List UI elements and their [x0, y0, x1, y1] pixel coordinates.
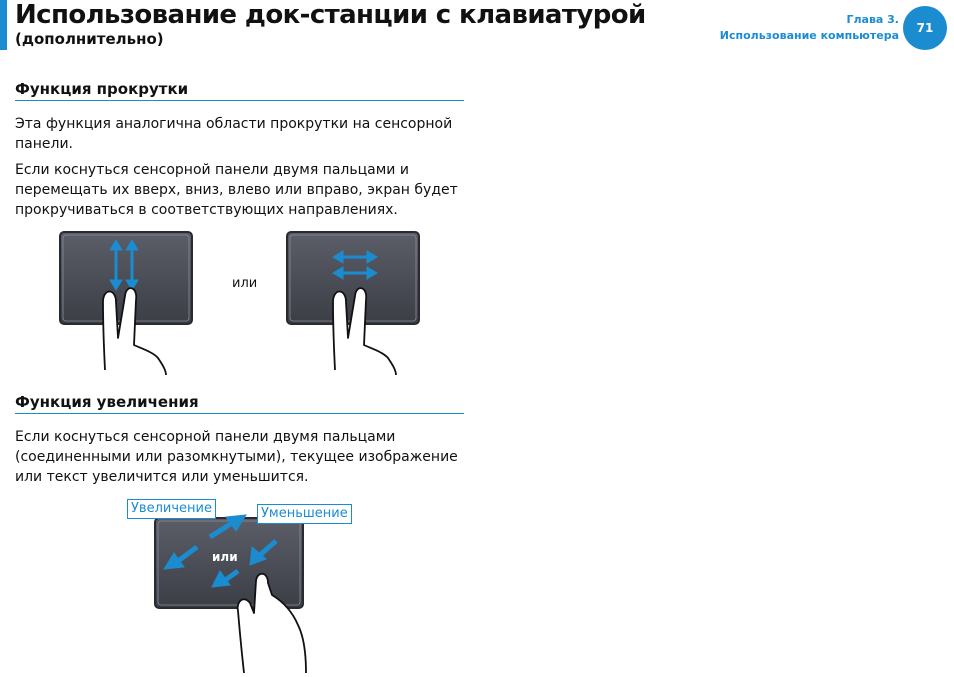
- page-number-badge: 71: [903, 6, 947, 50]
- chapter-number: Глава 3.: [846, 13, 899, 26]
- or-label: или: [232, 276, 258, 291]
- scroll-section-heading: Функция прокрутки: [15, 80, 464, 101]
- zoom-or-label: или: [212, 550, 238, 564]
- chapter-name: Использование компьютера: [719, 29, 899, 42]
- page-title: Использование док-станции с клавиатурой: [15, 0, 646, 30]
- zoom-section-heading: Функция увеличения: [15, 393, 464, 414]
- scroll-para-1: Эта функция аналогична области прокрутки на сенсорной панели.: [15, 116, 453, 152]
- vertical-scroll-illustration: [58, 230, 198, 375]
- zoom-illustration: [152, 515, 312, 675]
- zoom-in-callout: Увеличение: [127, 499, 216, 519]
- zoom-para-1: Если коснуться сенсорной панели двумя пальцами (соединенными или разомкнутыми), текущее изображение или текст увеличится или уменьшится.: [15, 429, 458, 485]
- chapter-info: [720, 12, 899, 44]
- scroll-para-2: Если коснуться сенсорной панели двумя пальцами и перемещать их вверх, вниз, влево или вправо, экран будет прокручиваться в соответствующих направлениях.: [15, 162, 458, 218]
- horizontal-scroll-illustration: [285, 230, 425, 375]
- header-accent-bar: [0, 0, 7, 50]
- zoom-out-callout: Уменьшение: [257, 504, 352, 524]
- page-subtitle: (дополнительно): [15, 30, 164, 48]
